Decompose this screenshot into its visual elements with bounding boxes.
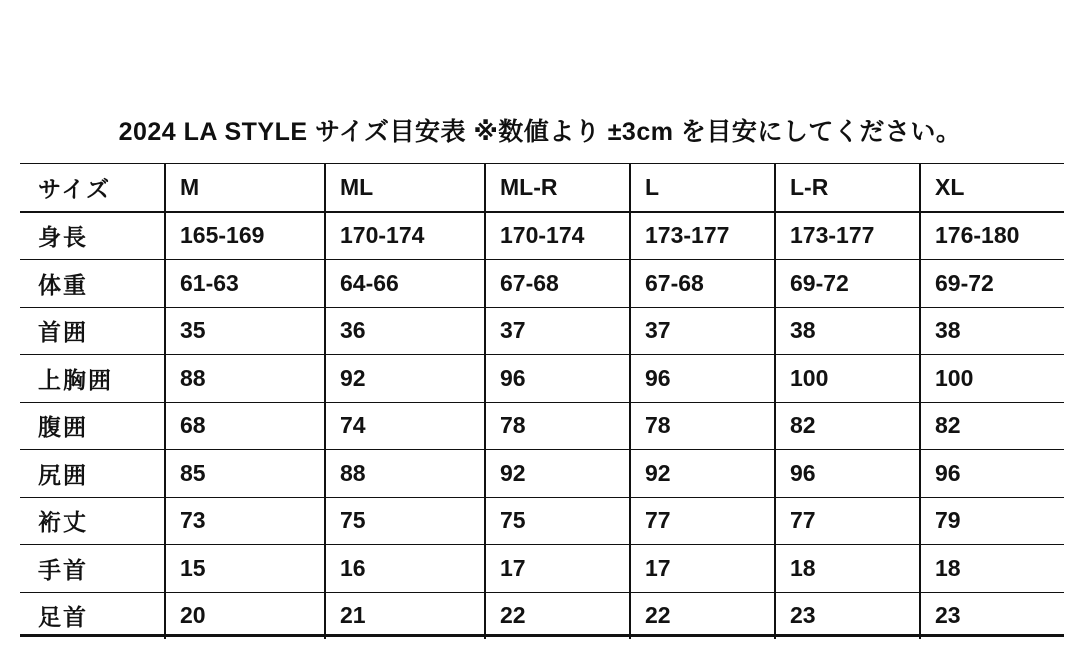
cell-value: 165-169 [165,212,325,260]
cell-value: 78 [630,402,775,450]
cell-value: 15 [165,545,325,593]
cell-value: 18 [775,545,920,593]
cell-value: 78 [485,402,630,450]
cell-value: 61-63 [165,260,325,308]
cell-value: 77 [630,497,775,545]
row-label: 体重 [20,260,165,308]
table-corner-header: サイズ [20,164,165,212]
cell-value: 67-68 [485,260,630,308]
cell-value: 82 [920,402,1064,450]
row-label: 足首 [20,592,165,639]
row-label: 尻囲 [20,450,165,498]
table-row [20,307,1064,355]
cell-value: 96 [920,450,1064,498]
cell-value: 173-177 [775,212,920,260]
row-label: 首囲 [20,307,165,355]
cell-value: 170-174 [485,212,630,260]
cell-value: 35 [165,307,325,355]
cell-value: 73 [165,497,325,545]
cell-value: 88 [325,450,485,498]
cell-value: 69-72 [775,260,920,308]
cell-value: 68 [165,402,325,450]
size-table-wrapper [20,164,1064,639]
cell-value: 20 [165,592,325,639]
cell-value: 75 [485,497,630,545]
cell-value: 88 [165,355,325,403]
cell-value: 23 [775,592,920,639]
cell-value: 75 [325,497,485,545]
column-header-l: L [630,164,775,212]
table-bottom-rule [20,634,1064,637]
column-header-ml: ML [325,164,485,212]
cell-value: 22 [630,592,775,639]
column-header-l-r: L-R [775,164,920,212]
cell-value: 96 [775,450,920,498]
cell-value: 100 [920,355,1064,403]
cell-value: 16 [325,545,485,593]
cell-value: 67-68 [630,260,775,308]
cell-value: 37 [485,307,630,355]
cell-value: 96 [485,355,630,403]
cell-value: 37 [630,307,775,355]
table-row [20,260,1064,308]
table-row [20,450,1064,498]
cell-value: 82 [775,402,920,450]
column-header-m: M [165,164,325,212]
cell-value: 85 [165,450,325,498]
table-row [20,545,1064,593]
cell-value: 77 [775,497,920,545]
table-row [20,592,1064,639]
cell-value: 176-180 [920,212,1064,260]
column-header-ml-r: ML-R [485,164,630,212]
row-label: 裄丈 [20,497,165,545]
cell-value: 22 [485,592,630,639]
cell-value: 79 [920,497,1064,545]
cell-value: 92 [485,450,630,498]
cell-value: 170-174 [325,212,485,260]
table-row [20,212,1064,260]
row-label: 腹囲 [20,402,165,450]
cell-value: 38 [920,307,1064,355]
cell-value: 18 [920,545,1064,593]
table-header-row [20,164,1064,212]
cell-value: 100 [775,355,920,403]
cell-value: 36 [325,307,485,355]
cell-value: 92 [630,450,775,498]
row-label: 身長 [20,212,165,260]
column-header-xl: XL [920,164,1064,212]
table-row [20,497,1064,545]
cell-value: 21 [325,592,485,639]
row-label: 上胸囲 [20,355,165,403]
table-row [20,355,1064,403]
cell-value: 173-177 [630,212,775,260]
cell-value: 74 [325,402,485,450]
cell-value: 17 [485,545,630,593]
table-row [20,402,1064,450]
cell-value: 92 [325,355,485,403]
cell-value: 38 [775,307,920,355]
cell-value: 69-72 [920,260,1064,308]
size-table [20,164,1064,639]
row-label: 手首 [20,545,165,593]
cell-value: 17 [630,545,775,593]
cell-value: 23 [920,592,1064,639]
cell-value: 64-66 [325,260,485,308]
cell-value: 96 [630,355,775,403]
page-title: 2024 LA STYLE サイズ目安表 ※数値より ±3cm を目安にしてください。 [118,118,962,146]
